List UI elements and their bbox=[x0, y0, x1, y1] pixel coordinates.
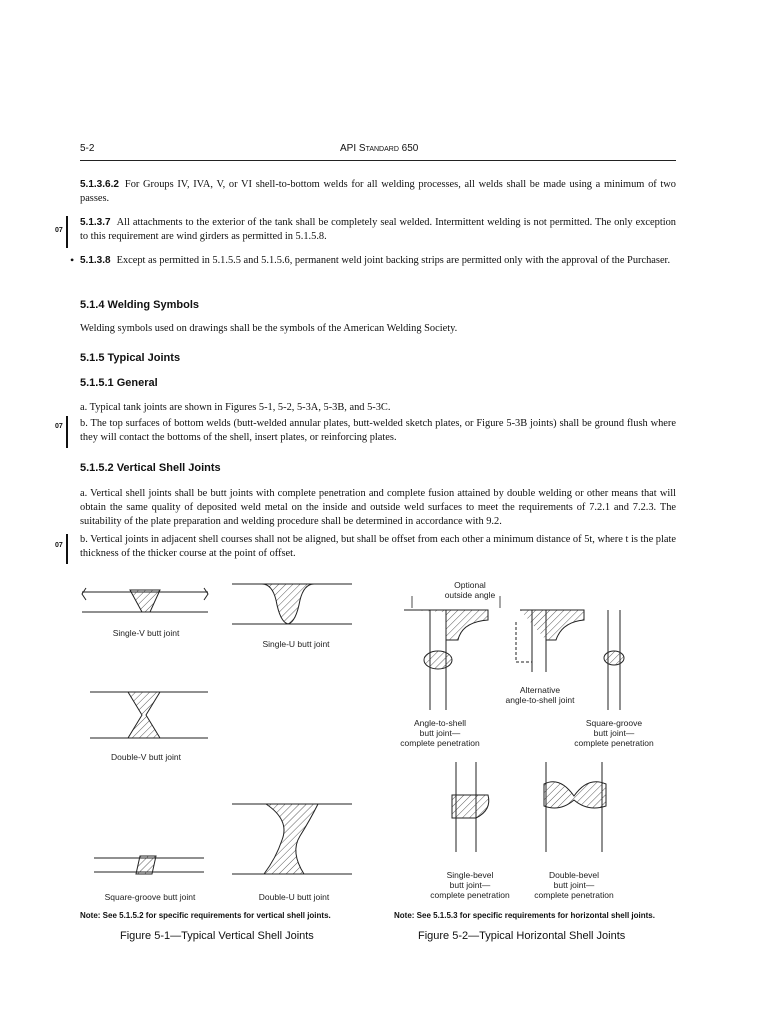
figure1-note: Note: See 5.1.5.2 for specific requirements for vertical shell joints. bbox=[80, 911, 331, 920]
figure2-note: Note: See 5.1.5.3 for specific requirements for horizontal shell joints. bbox=[394, 911, 655, 920]
label-line: complete penetration bbox=[430, 890, 510, 900]
label-line: butt joint— bbox=[419, 728, 461, 738]
label-square-groove-horizontal bbox=[562, 718, 666, 748]
label-alternative bbox=[492, 685, 588, 705]
label-line: butt joint— bbox=[553, 880, 595, 890]
label-line: butt joint— bbox=[449, 880, 491, 890]
label-line: complete penetration bbox=[534, 890, 614, 900]
label-line: complete penetration bbox=[574, 738, 654, 748]
square-groove-horizontal-drawing bbox=[604, 610, 624, 710]
paragraph-text: For Groups IV, IVA, V, or VI shell-to-bottom welds for all welding processes, all welds shall be made using a minimum of two passes. bbox=[80, 179, 676, 204]
revision-mark-07: 07 bbox=[55, 423, 63, 430]
section-number: 5.1.3.8 bbox=[80, 255, 111, 266]
label-line: butt joint— bbox=[593, 728, 635, 738]
heading-5-1-5-1: 5.1.5.1 General bbox=[80, 377, 158, 389]
paragraph-5-1-5-2-a: a. Vertical shell joints shall be butt joints with complete penetration and complete fusion attained by double welding or other means that will obtain the same quality of deposited weld metal on the inside and outside weld surfaces to meet the requirements of 7.2.1 and 7.2.3. The suitability of the plate preparation and welding procedure shall be determined in accordance with 9.2. bbox=[80, 488, 676, 527]
double-u-joint-drawing bbox=[232, 804, 352, 874]
running-title: API Standard 650 bbox=[340, 143, 419, 154]
figure2-caption: Figure 5-2—Typical Horizontal Shell Joints bbox=[418, 930, 626, 942]
label-line: outside angle bbox=[444, 590, 496, 600]
section-number: 5.1.3.7 bbox=[80, 217, 111, 228]
heading-5-1-4: 5.1.4 Welding Symbols bbox=[80, 299, 199, 311]
alternative-angle-drawing bbox=[516, 610, 584, 672]
section-number: 5.1.3.6.2 bbox=[80, 179, 119, 190]
label-single-u: Single-U butt joint bbox=[262, 639, 330, 649]
single-v-joint-drawing bbox=[82, 588, 208, 612]
heading-5-1-5: 5.1.5 Typical Joints bbox=[80, 352, 181, 364]
single-bevel-drawing bbox=[452, 762, 489, 852]
double-bevel-drawing bbox=[544, 762, 606, 852]
double-v-joint-drawing bbox=[90, 692, 208, 738]
label-line: Angle-to-shell bbox=[414, 718, 466, 728]
label-single-v: Single-V butt joint bbox=[112, 628, 180, 638]
paragraph-5-1-5-1-b: b. The top surfaces of bottom welds (butt-welded annular plates, butt-welded sketch plates, or Figure 5-3B joints) shall be ground flush where they will contact the bottoms of the shell, insert plates, or reinforcing plates. bbox=[80, 418, 676, 443]
paragraph-text: Except as permitted in 5.1.5.5 and 5.1.5.6, permanent weld joint backing strips are permitted only with the approval of the Purchaser. bbox=[116, 255, 671, 266]
label-line: angle-to-shell joint bbox=[505, 695, 575, 705]
label-line: Single-bevel bbox=[446, 870, 494, 880]
label-line: complete penetration bbox=[400, 738, 480, 748]
revision-mark-07: 07 bbox=[55, 542, 63, 549]
label-square-groove: Square-groove butt joint bbox=[104, 892, 196, 902]
single-u-joint-drawing bbox=[232, 584, 352, 624]
label-line: Optional bbox=[454, 580, 486, 590]
label-optional bbox=[430, 580, 510, 600]
figure1-caption: Figure 5-1—Typical Vertical Shell Joints bbox=[120, 930, 314, 942]
label-line: Alternative bbox=[519, 685, 561, 695]
paragraph-text: All attachments to the exterior of the tank shall be completely seal welded. Intermittent welding is not permitted. The only exception to this requirement are wind girders as permitted in 5.1.5.8. bbox=[80, 217, 676, 242]
label-line: Double-bevel bbox=[548, 870, 600, 880]
bullet-mark: • bbox=[70, 253, 75, 267]
angle-to-shell-drawing bbox=[404, 596, 500, 710]
paragraph-5-1-5-2-b: b. Vertical joints in adjacent shell courses shall not be aligned, but shall be offset from each other a minimum distance of 5t, where t is the plate thickness of the thicker course at the point of offset. bbox=[80, 534, 676, 559]
paragraph-5-1-4: Welding symbols used on drawings shall be the symbols of the American Welding Society. bbox=[80, 323, 458, 334]
label-double-bevel bbox=[522, 870, 626, 900]
square-groove-joint-drawing bbox=[94, 856, 204, 874]
page-number: 5-2 bbox=[80, 143, 95, 154]
heading-5-1-5-2: 5.1.5.2 Vertical Shell Joints bbox=[80, 462, 221, 474]
label-double-v: Double-V butt joint bbox=[111, 752, 181, 762]
paragraph-5-1-5-1-a: a. Typical tank joints are shown in Figures 5-1, 5-2, 5-3A, 5-3B, and 5-3C. bbox=[80, 402, 391, 413]
label-angle-to-shell bbox=[388, 718, 492, 748]
label-line: Square-groove bbox=[585, 718, 643, 728]
revision-mark-07: 07 bbox=[55, 227, 63, 234]
label-single-bevel bbox=[418, 870, 522, 900]
label-double-u: Double-U butt joint bbox=[258, 892, 330, 902]
